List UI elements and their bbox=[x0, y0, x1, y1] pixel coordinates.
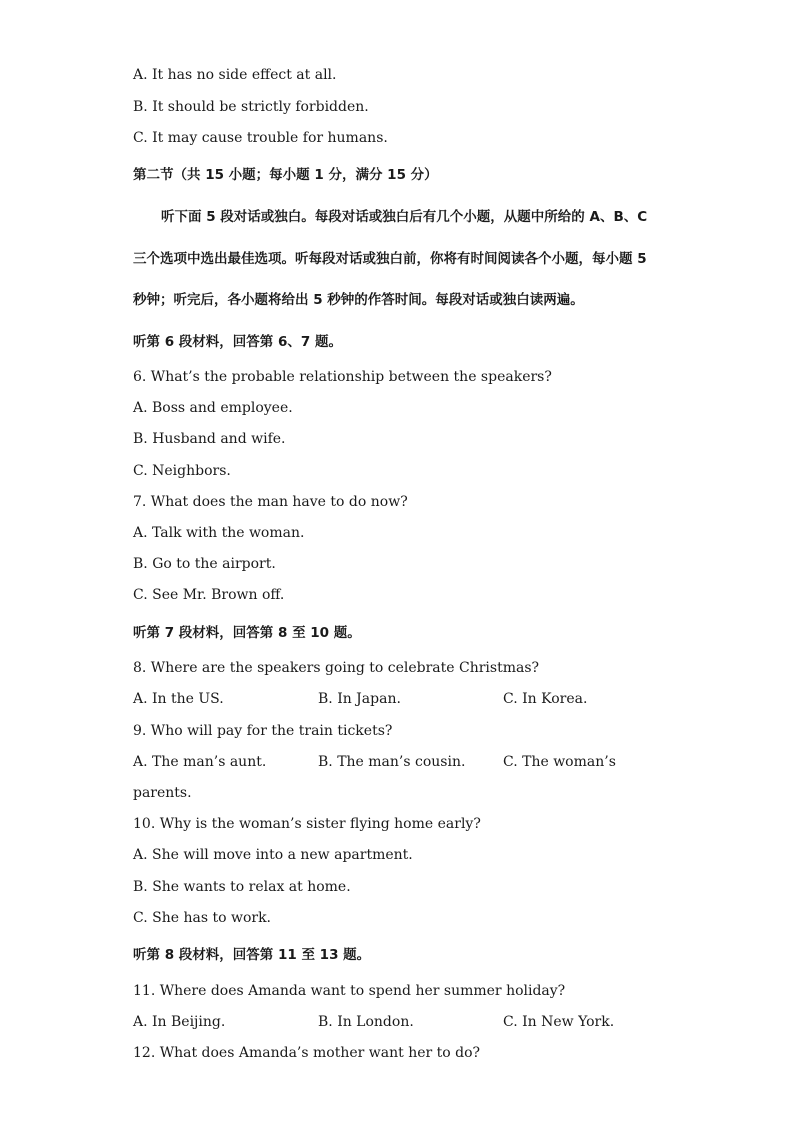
question-9: 9. Who will pay for the train tickets? bbox=[133, 723, 393, 739]
group6-heading: 听第 6 段材料，回答第 6、7 题。 bbox=[133, 334, 342, 350]
q10-option-a: A. She will move into a new apartment. bbox=[133, 847, 413, 863]
option-a: A. It has no side effect at all. bbox=[133, 67, 337, 83]
q7-option-b: B. Go to the airport. bbox=[133, 556, 276, 572]
q10-option-c: C. She has to work. bbox=[133, 910, 271, 926]
q9-option-b: B. The man’s cousin. bbox=[318, 754, 466, 770]
question-11: 11. Where does Amanda want to spend her summer holiday? bbox=[133, 983, 566, 999]
question-8: 8. Where are the speakers going to celebrate Christmas? bbox=[133, 660, 540, 676]
instruction-line-2: 三个选项中选出最佳选项。听每段对话或独白前，你将有时间阅读各个小题，每小题 5 bbox=[133, 251, 647, 267]
q9-option-c: C. The woman’s bbox=[503, 754, 616, 770]
option-b: B. It should be strictly forbidden. bbox=[133, 99, 369, 115]
q9-option-c-continued: parents. bbox=[133, 785, 192, 801]
q8-option-a: A. In the US. bbox=[133, 691, 224, 707]
q7-option-c: C. See Mr. Brown off. bbox=[133, 587, 285, 603]
q8-option-c: C. In Korea. bbox=[503, 691, 588, 707]
group8-heading: 听第 8 段材料，回答第 11 至 13 题。 bbox=[133, 947, 371, 963]
q7-option-a: A. Talk with the woman. bbox=[133, 525, 305, 541]
q11-option-a: A. In Beijing. bbox=[133, 1014, 226, 1030]
q8-option-b: B. In Japan. bbox=[318, 691, 401, 707]
question-6: 6. What’s the probable relationship between the speakers? bbox=[133, 369, 552, 385]
question-7: 7. What does the man have to do now? bbox=[133, 494, 408, 510]
q11-option-b: B. In London. bbox=[318, 1014, 414, 1030]
q11-option-c: C. In New York. bbox=[503, 1014, 615, 1030]
group7-heading: 听第 7 段材料，回答第 8 至 10 题。 bbox=[133, 625, 361, 641]
q6-option-c: C. Neighbors. bbox=[133, 463, 231, 479]
section-title: 第二节（共 15 小题；每小题 1 分，满分 15 分） bbox=[133, 167, 438, 183]
question-10: 10. Why is the woman’s sister flying home early? bbox=[133, 816, 481, 832]
question-12: 12. What does Amanda’s mother want her to do? bbox=[133, 1045, 481, 1061]
instruction-line-3: 秒钟；听完后，各小题将给出 5 秒钟的作答时间。每段对话或独白读两遍。 bbox=[133, 292, 584, 308]
q9-option-a: A. The man’s aunt. bbox=[133, 754, 267, 770]
q6-option-b: B. Husband and wife. bbox=[133, 431, 286, 447]
q10-option-b: B. She wants to relax at home. bbox=[133, 879, 351, 895]
option-c: C. It may cause trouble for humans. bbox=[133, 130, 388, 146]
instruction-line-1: 听下面 5 段对话或独白。每段对话或独白后有几个小题，从题中所给的 A、B、C bbox=[161, 209, 648, 225]
q6-option-a: A. Boss and employee. bbox=[133, 400, 293, 416]
